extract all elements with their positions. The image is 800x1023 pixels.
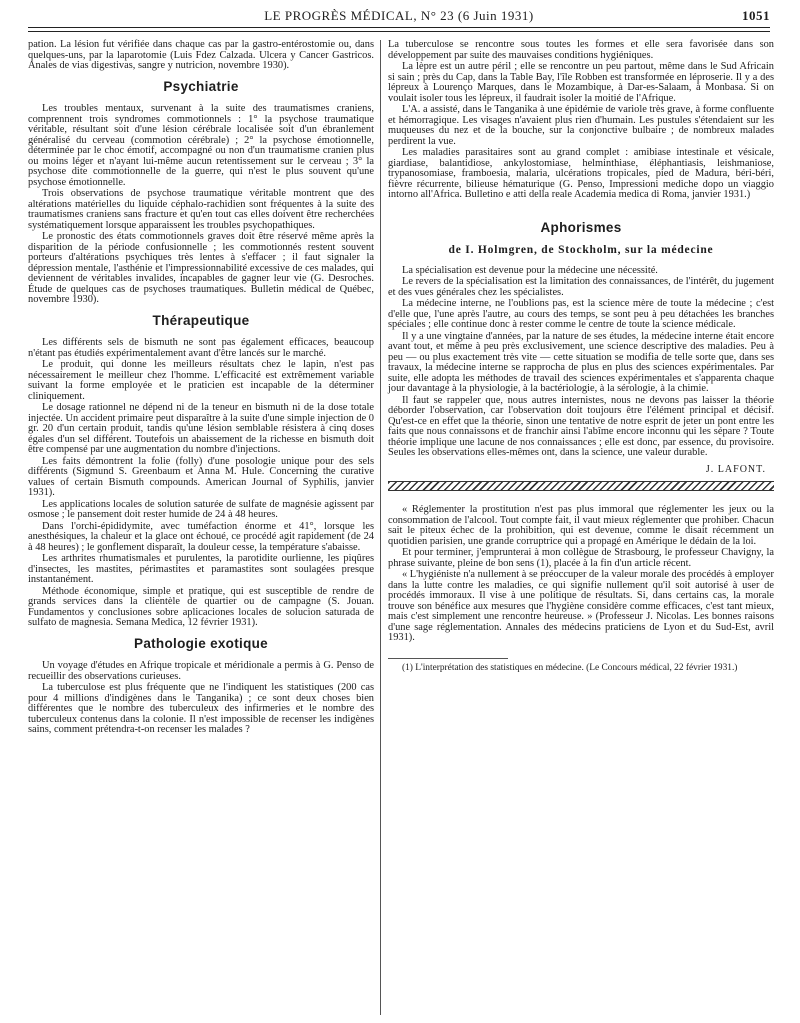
paragraph: Trois observations de psychose traumatique véritable montrent que des altérations matérielles du liquide céphalo-rachidien sont fréquentes à la suite des traumatismes craniens sans fracture et qu'en tout cas elles doivent être recherchées systématiquement lorsque apparaissent les troubles psychopathiques. xyxy=(28,188,374,231)
running-header xyxy=(28,8,770,26)
paragraph: Le revers de la spécialisation est la limitation des connaissances, de l'intérêt, du jugement et des vues générales chez les spécialistes. xyxy=(388,276,774,298)
paragraph: La médecine interne, ne l'oublions pas, est la science mère de toute la médecine ; c'est d'elle que, l'une après l'autre, au cours des temps, se sont peu à peu détachées les branches spéciales ; elle continue donc à rester comme le centre de toute la science médicale. xyxy=(388,298,774,330)
section-subheading: de I. Holmgren, de Stockholm, sur la médecine xyxy=(448,244,714,256)
paragraph: L'A. a assisté, dans le Tanganika à une épidémie de variole très grave, à forme confluente et hémorragique. Les visages n'avaient plus rien d'humain. Les pustules s'étendaient sur les muqueuses du nez et de la bouche, sur la conjonctive bulbaire ; de nombreux malades perdirent la vue. xyxy=(388,104,774,147)
header-rule xyxy=(28,27,770,28)
journal-title: LE PROGRÈS MÉDICAL, N° 23 (6 Juin 1931) xyxy=(264,8,534,23)
paragraph: Dans l'orchi-épididymite, avec tuméfaction énorme et 41°, lorsque les anesthésiques, la chaleur et la glace ont échoué, ce procédé agit rapidement (de 24 à 48 heures) ; le gonflement disparaît, la douleur cesse, la température s'abaisse. xyxy=(28,520,374,553)
paragraph: Les faits démontrent la folie (folly) d'une posologie unique pour des sels différents (Sigmund S. Greenbaum et Anna M. Hule. Concerning the curative values of certain Bismuth compounds. American Journal of Syphilis, janvier 1931). xyxy=(28,455,374,498)
paragraph: Le produit, qui donne les meilleurs résultats chez le lapin, n'est pas nécessairement le meilleur chez l'homme. L'efficacité est extrêmement variable suivant la forme employée et le praticien est incapable de la déterminer cliniquement. xyxy=(28,359,374,402)
paragraph: La lèpre est un autre péril ; elle se rencontre un peu partout, même dans le Sud Africain si sain ; près du Cap, dans la Table Bay, l'île Robben est transformée en léproserie. Il y a des lépreux à Lourenço Marques, dans le Mozambique, à Dar-es-Salaam, à Monbasa. Si on voulait isoler tous les lépreux, il faudrait isoler la moitié de l'Afrique. xyxy=(388,61,774,104)
paragraph: La tuberculose se rencontre sous toutes les formes et elle sera favorisée dans son développement par suite des mauvaises conditions hygiéniques. xyxy=(388,39,774,61)
left-column xyxy=(28,40,374,737)
paragraph: Il faut se rappeler que, nous autres internistes, nous ne devons pas laisser la théorie déborder l'observation, car l'observation doit toujours être l'élément principal et décisif. Qu'est-ce en effet que la théorie, sinon une tentative de notre esprit de jeter un pont entre les faits que nous connaissons et de franchir ainsi l'abîme encore inconnu qui les sépare ? Toute théorie implique une lacune de nos connaissances ; elle est donc, par essence, du provisoire. Seules les observations elles-mêmes ont, dans la science, une valeur durable. xyxy=(388,394,774,458)
paragraph: Méthode économique, simple et pratique, qui est susceptible de rendre de grands services dans la clientèle de quartier ou de campagne (S. Jouan. Fundamentos y conclusiones sobre aplicaciones locales de solucion saturada de sulfato de magnesia. Semana Medica, 12 février 1931). xyxy=(28,585,374,628)
paragraph: Les différents sels de bismuth ne sont pas également efficaces, beaucoup n'étant pas étudiés expérimentalement avant d'être lancés sur le marché. xyxy=(28,337,374,359)
paragraph: Les troubles mentaux, survenant à la suite des traumatismes craniens, comprennent trois syndromes commotionnels : 1° la psychose traumatique véritable, résultant soit d'une lésion cérébrale localisée soit d'un ébranlement généralisé du cerveau (commotion cérébrale) ; 2° la psychose émotionnelle, déterminée par le choc émotif, accompagné ou non d'un traumatisme cranien plus ou moins léger et n'ayant lui-même aucun retentissement sur le cerveau ; 3° la psychose dite commotionnelle de la guerre, qui n'est le plus souvent qu'une psychose émotionnelle. xyxy=(28,103,374,188)
author-signature: J. LAFONT. xyxy=(705,463,766,475)
paragraph: Il y a une vingtaine d'années, par la nature de ses études, la médecine interne était encore avant tout, et même à peu près exclusivement, une science descriptive des maladies. Peu à peu — ou plus exactement très vite — cette situation se modifia de telle sorte que, dans ses travaux, la médecine interne se rapprocha de plus en plus des sciences expérimentales. Par suite, elle adopta les méthodes de travail des sciences expérimentales et s'apparenta chaque jour davantage à la physiologie, à la bactériologie, à la sérologie, à la chimie. xyxy=(388,330,774,394)
section-heading-psychiatrie: Psychiatrie xyxy=(163,78,239,94)
footnote-rule xyxy=(388,658,508,659)
column-divider xyxy=(380,40,381,1015)
paragraph: Et pour terminer, j'emprunterai à mon collègue de Strasbourg, le professeur Chavigny, la phrase suivante, pleine de bon sens (1), placée à la fin d'un article récent. xyxy=(388,547,774,569)
paragraph: « Réglementer la prostitution n'est pas plus immoral que réglementer les jeux ou la consommation de l'alcool. Tout compte fait, il vaut mieux réglementer que prohiber. Chacun sait le piteux échec de la prohibition, qui est devenue, comme le disait récemment un quotidien parisien, une grande corruptrice qui a propagé en Amérique le dédain de la loi. xyxy=(388,504,774,547)
paragraph: Les arthrites rhumatismales et purulentes, la parotidite ourlienne, les piqûres d'insectes, les mastites, périmastites et paramastites sont soulagées presque instantanément. xyxy=(28,553,374,585)
header-rule-thin xyxy=(28,31,770,32)
paragraph: Les maladies parasitaires sont au grand complet : amibiase intestinale et vésicale, giardiase, balantidiose, ankylostomiase, helminthiase, éléphantiasis, leishmaniose, trypanosomiase, framboesia, malaria, ulcérations tropicales, pied de Madura, béri-béri, fièvre récurrente, bilieuse hématurique (G. Penso, Impressioni mediche dopo un viaggio intorno all'Africa. Bulletino e atti della reale Academia medica di Roma, janvier 1931.) xyxy=(388,147,774,200)
footnote: (1) L'interprétation des statistiques en médecine. (Le Concours médical, 22 février 1931.) xyxy=(402,662,738,673)
decorative-divider xyxy=(388,481,774,491)
paragraph: Le pronostic des états commotionnels graves doit être réservé même après la disparition de la période confusionnelle ; les commotionnés restent souvent porteurs d'altérations psychiques très lentes à s'effacer ; il faut signaler la dépression mentale, l'asthénie et l'impressionnabilité excessive de ces malades, qui deviennent de véritables invalides, incapables de gagner leur vie (G. Desroches. Étude de quelques cas de psychoses traumatiques. Bulletin médical de Québec, novembre 1930). xyxy=(28,231,374,305)
section-heading-therapeutique: Thérapeutique xyxy=(152,312,250,328)
paragraph: Un voyage d'études en Afrique tropicale et méridionale a permis à G. Penso de recueillir des observations curieuses. xyxy=(28,660,374,682)
article-continuation: pation. La lésion fut vérifiée dans chaque cas par la gastro-entérostomie ou, dans quelques-uns, par la laparotomie (Luis Fdez Calzada. Ulcera y Cancer Gastricos. Anales de vias digestivas, sangre y nutricion, novembre 1930). xyxy=(28,39,374,71)
section-heading-pathologie-exotique: Pathologie exotique xyxy=(134,635,268,651)
right-column xyxy=(388,40,774,673)
paragraph: La tuberculose est plus fréquente que ne l'indiquent les statistiques (200 cas pour 4 millions d'indigènes dans le Tanganika) ; ce sont deux choses bien différentes que le nombre des tuberculeux des infirmeries et le nombre des tuberculeux contenus dans la colonie. Il n'est impossible de recenser les indigènes sains, comment prétendra-t-on recenser les malades ? xyxy=(28,682,374,735)
paragraph: Les applications locales de solution saturée de sulfate de magnésie agissent par osmose ; le pansement doit rester humide de 24 à 48 heures. xyxy=(28,498,374,520)
page-number: 1051 xyxy=(742,8,770,23)
paragraph: Le dosage rationnel ne dépend ni de la teneur en bismuth ni de la dose totale injectée. Un accident primaire peut disparaître à la suite d'une simple injection de 0 gr. 20 d'un certain produit, tandis qu'une lésion semblable résistera à cinq doses égales d'un sel différent. Toutefois un abaissement de la richesse en bismuth doit être compensé par une augmentation du nombre d'injections. xyxy=(28,402,374,455)
paragraph: La spécialisation est devenue pour la médecine une nécessité. xyxy=(402,264,658,276)
paragraph: « L'hygiéniste n'a nullement à se préoccuper de la valeur morale des procédés à employer dans la lutte contre les maladies, ce qui signifie nullement qu'il soit autorisé à user de procédés immoraux. Il vise à une politique de résultats. Si, dans certains cas, la morale trouve son bénéfice aux mesures que l'hygiène considère comme efficaces, c'est tant mieux, mais c'est simplement une rencontre heureuse. » (Professeur J. Nicolas. Les bonnes raisons d'une sage réglementation. Annales des médecins praticiens de Lyon et du Sud-Est, avril 1931). xyxy=(388,569,774,643)
section-heading-aphorismes: Aphorismes xyxy=(540,219,622,235)
